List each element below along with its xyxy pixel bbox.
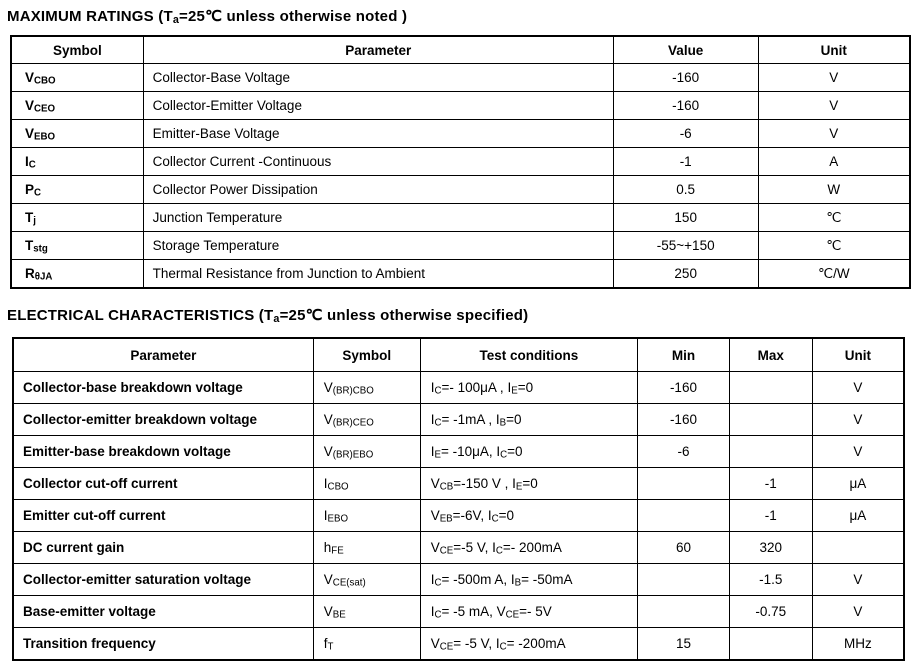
parameter-cell: Collector-Emitter Voltage (143, 92, 613, 120)
parameter-cell: Thermal Resistance from Junction to Ambient (143, 260, 613, 289)
symbol-cell: $V_{CEO}$ (11, 92, 143, 120)
table-row (11, 260, 910, 289)
unit-cell: V (758, 64, 910, 92)
value-cell: 150 (613, 204, 758, 232)
table-row (11, 148, 910, 176)
table-row (13, 596, 904, 628)
unit-cell: μA (812, 468, 904, 500)
test-conditions-cell: $V_{CB}=-150$ V , $I_E=0$ (420, 468, 637, 500)
symbol-cell: $V_{(BR)EBO}$ (313, 436, 420, 468)
min-cell (638, 596, 730, 628)
value-cell: -1 (613, 148, 758, 176)
max-ratings-title: MAXIMUM RATINGS ($T_a=25℃$ unless otherwise noted ) (7, 8, 408, 26)
symbol-cell: $V_{BE}$ (313, 596, 420, 628)
value-cell: -55~+150 (613, 232, 758, 260)
table-row (13, 404, 904, 436)
unit-cell: ℃ (758, 232, 910, 260)
symbol-cell: $V_{(BR)CEO}$ (313, 404, 420, 436)
symbol-cell: $I_{EBO}$ (313, 500, 420, 532)
symbol-cell: $R_{\theta JA}$ (11, 260, 143, 289)
parameter-cell: Storage Temperature (143, 232, 613, 260)
unit-cell (812, 532, 904, 564)
value-cell: -160 (613, 92, 758, 120)
parameter-cell: Transition frequency (13, 628, 313, 661)
table-row (13, 500, 904, 532)
parameter-cell: DC current gain (13, 532, 313, 564)
max-cell: -0.75 (729, 596, 812, 628)
parameter-cell: Collector-emitter saturation voltage (13, 564, 313, 596)
col-header-parameter: Parameter (143, 36, 613, 64)
min-cell: -160 (638, 404, 730, 436)
max-cell: -1 (729, 500, 812, 532)
max-cell: -1.5 (729, 564, 812, 596)
test-conditions-cell: $I_C= -5$ mA, $V_{CE}=-$ 5V (420, 596, 637, 628)
table-row (13, 468, 904, 500)
unit-cell: V (812, 596, 904, 628)
col-header-unit: Unit (812, 338, 904, 372)
symbol-cell: $I_C$ (11, 148, 143, 176)
min-cell: -6 (638, 436, 730, 468)
symbol-cell: $V_{EBO}$ (11, 120, 143, 148)
unit-cell: W (758, 176, 910, 204)
value-cell: 0.5 (613, 176, 758, 204)
col-header-symbol: Symbol (11, 36, 143, 64)
parameter-cell: Emitter-base breakdown voltage (13, 436, 313, 468)
table-row (13, 628, 904, 661)
table-row (11, 64, 910, 92)
unit-cell: V (812, 372, 904, 404)
symbol-cell: $T_j$ (11, 204, 143, 232)
symbol-cell: $T_{stg}$ (11, 232, 143, 260)
unit-cell: MHz (812, 628, 904, 661)
col-header-unit: Unit (758, 36, 910, 64)
unit-cell: μA (812, 500, 904, 532)
parameter-cell: Collector Current -Continuous (143, 148, 613, 176)
unit-cell: A (758, 148, 910, 176)
max-cell: -1 (729, 468, 812, 500)
col-header-symbol: Symbol (313, 338, 420, 372)
min-cell (638, 468, 730, 500)
min-cell (638, 564, 730, 596)
table-row (13, 372, 904, 404)
table-row (11, 176, 910, 204)
col-header-value: Value (613, 36, 758, 64)
symbol-cell: $h_{FE}$ (313, 532, 420, 564)
unit-cell: V (758, 92, 910, 120)
min-cell: 60 (638, 532, 730, 564)
parameter-cell: Collector-emitter breakdown voltage (13, 404, 313, 436)
table-row (11, 120, 910, 148)
unit-cell: V (812, 564, 904, 596)
table-row (13, 532, 904, 564)
max-cell (729, 404, 812, 436)
max-cell: 320 (729, 532, 812, 564)
electrical-characteristics-title: ELECTRICAL CHARACTERISTICS ($T_a=25℃$ unless otherwise specified) (7, 307, 529, 325)
max-cell (729, 372, 812, 404)
test-conditions-cell: $V_{EB}=-6V$, $I_C=0$ (420, 500, 637, 532)
col-header-max: Max (729, 338, 812, 372)
col-header-parameter: Parameter (13, 338, 313, 372)
electrical-characteristics-table (12, 337, 905, 661)
parameter-cell: Emitter-Base Voltage (143, 120, 613, 148)
table-row (13, 436, 904, 468)
unit-cell: V (812, 436, 904, 468)
symbol-cell: $V_{(BR)CBO}$ (313, 372, 420, 404)
min-cell: 15 (638, 628, 730, 661)
value-cell: 250 (613, 260, 758, 289)
col-header-min: Min (638, 338, 730, 372)
parameter-cell: Junction Temperature (143, 204, 613, 232)
test-conditions-cell: $V_{CE}=-5$ V, $I_C=-$ 200mA (420, 532, 637, 564)
min-cell: -160 (638, 372, 730, 404)
test-conditions-cell: $I_C=-$ 100μA , $I_E=0$ (420, 372, 637, 404)
parameter-cell: Emitter cut-off current (13, 500, 313, 532)
symbol-cell: $V_{CE(sat)}$ (313, 564, 420, 596)
table-row (11, 204, 910, 232)
table-row (11, 92, 910, 120)
table-row (11, 232, 910, 260)
table-header-row (13, 338, 904, 372)
unit-cell: V (758, 120, 910, 148)
parameter-cell: Base-emitter voltage (13, 596, 313, 628)
symbol-cell: $V_{CBO}$ (11, 64, 143, 92)
unit-cell: V (812, 404, 904, 436)
max-cell (729, 436, 812, 468)
max-cell (729, 628, 812, 661)
test-conditions-cell: $I_E= -10\mu A$, $I_C=0$ (420, 436, 637, 468)
test-conditions-cell: $V_{CE}= -5$ V, $I_C= -200mA$ (420, 628, 637, 661)
parameter-cell: Collector-base breakdown voltage (13, 372, 313, 404)
unit-cell: ℃ (758, 204, 910, 232)
unit-cell: ℃/W (758, 260, 910, 289)
parameter-cell: Collector cut-off current (13, 468, 313, 500)
parameter-cell: Collector-Base Voltage (143, 64, 613, 92)
value-cell: -160 (613, 64, 758, 92)
symbol-cell: $P_C$ (11, 176, 143, 204)
value-cell: -6 (613, 120, 758, 148)
table-row (13, 564, 904, 596)
test-conditions-cell: $I_C= -500m$ A, $I_B= -50mA$ (420, 564, 637, 596)
parameter-cell: Collector Power Dissipation (143, 176, 613, 204)
symbol-cell: $I_{CBO}$ (313, 468, 420, 500)
col-header-test-conditions: Test conditions (420, 338, 637, 372)
min-cell (638, 500, 730, 532)
max-ratings-table (10, 35, 911, 289)
test-conditions-cell: $I_C= -1mA$ , $I_B=0$ (420, 404, 637, 436)
symbol-cell: $f_T$ (313, 628, 420, 661)
table-header-row (11, 36, 910, 64)
